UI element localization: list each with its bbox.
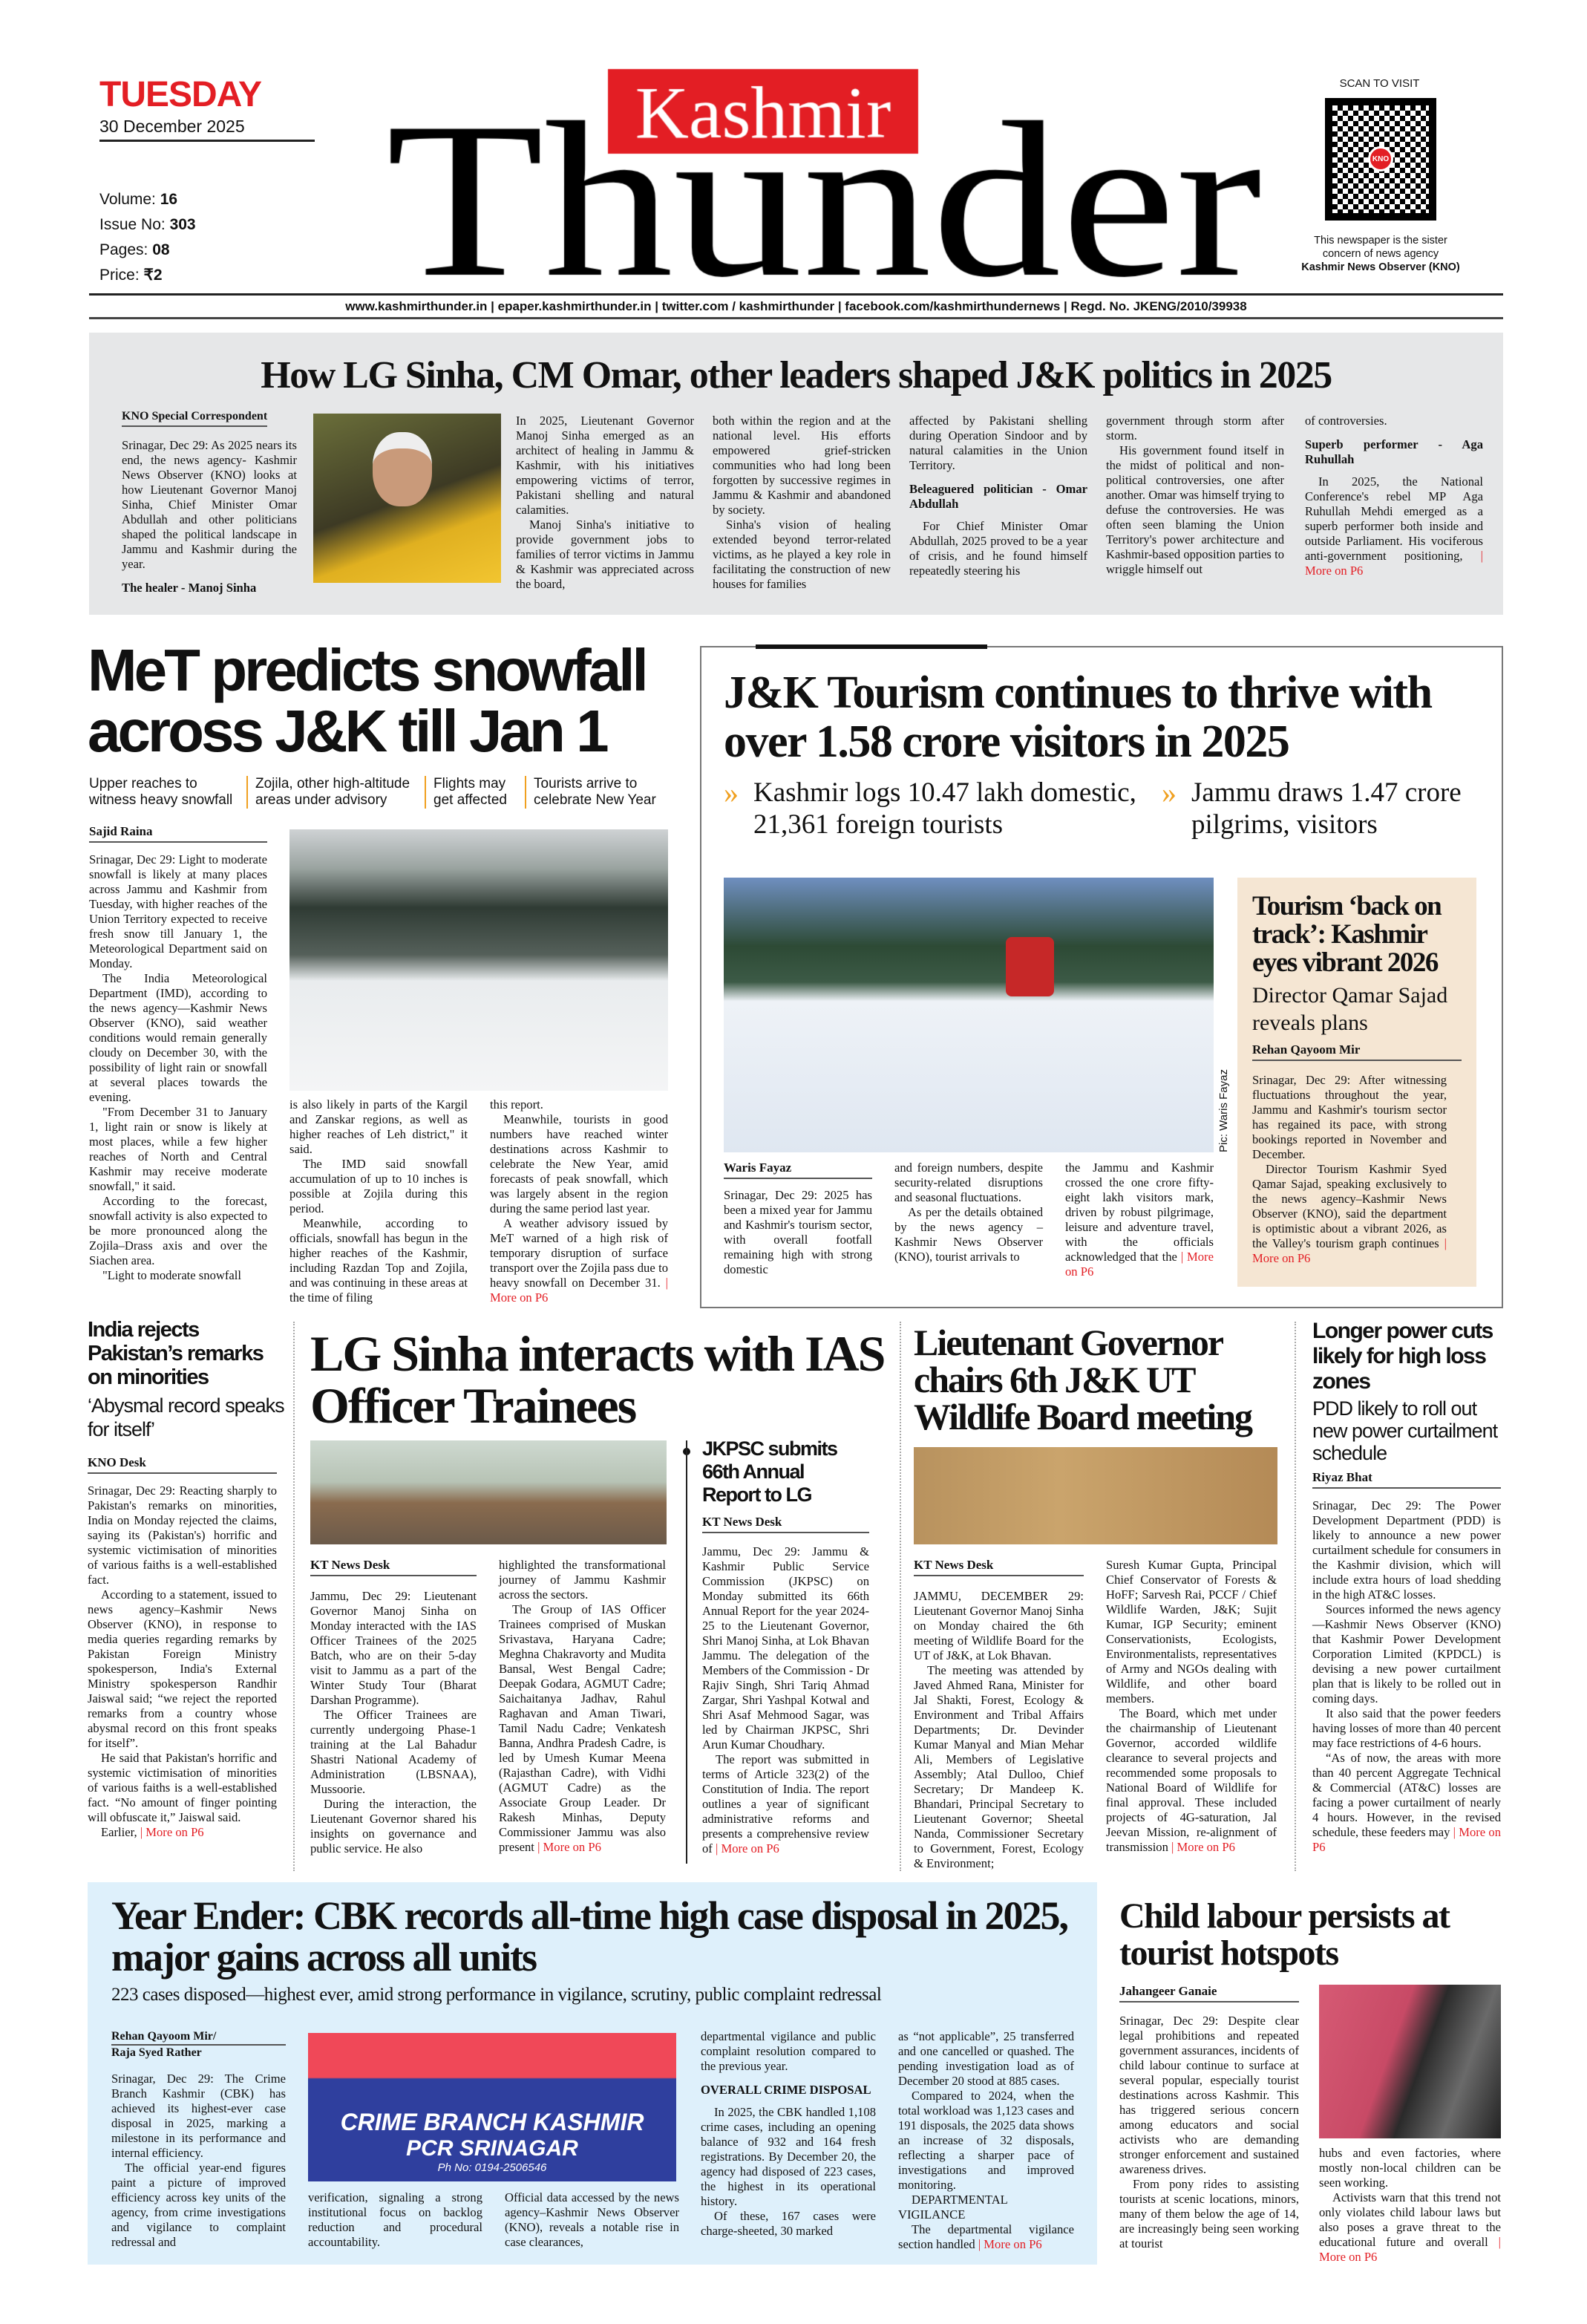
volume-label: Volume: — [99, 191, 156, 208]
byline: KT News Desk — [702, 1515, 869, 1533]
volume-info — [99, 187, 196, 288]
scan-label: SCAN TO VISIT — [1339, 77, 1420, 90]
article-column — [505, 2190, 679, 2263]
gondola — [1006, 937, 1054, 996]
column-divider — [900, 1322, 901, 1871]
more-on-page-link[interactable]: | More on P6 — [1065, 1250, 1214, 1279]
paragraph: highlighted the transformational journey of Jammu Kashmir across the sectors. — [499, 1558, 666, 1602]
paragraph: both within the region and at the national level. His efforts empowered grief-stricken communities who had long been forgotten by successive regimes in Jammu & Kashmir and abandoned by society. — [713, 414, 891, 517]
met-point: Flights may get affected — [425, 776, 525, 809]
cbk-deck: 223 cases disposed—highest ever, amid strong performance in vigilance, scrutiny, public complaint redressal — [111, 1985, 882, 2005]
more-on-page-link[interactable]: | More on P6 — [975, 2237, 1042, 2251]
article-column — [88, 1483, 277, 1870]
paragraph: Manoj Sinha's initiative to provide government jobs to families of terror victims in Jammu & Kashmir was appreciated across the board, — [516, 518, 694, 591]
paragraph: The official year-end figures paint a picture of improved efficiency across key units of the agency, from crime investigations and vigilance to complaint redressal and — [111, 2161, 286, 2249]
column-divider — [293, 1322, 295, 1871]
paragraph: affected by Pakistani shelling during Operation Sindoor and by natural calamities in the Union Territory. — [909, 414, 1087, 472]
wildlife-headline[interactable]: Lieutenant Governor chairs 6th J&K UT Wildlife Board meeting — [914, 1322, 1252, 1437]
paragraph: Meanwhile, tourists in good numbers have reached winter destinations across Kashmir to celebrate the New Year, amid forecasts of peak snowfall, which was largely absent in the region during the same period last year. — [490, 1112, 668, 1215]
paragraph: According to a statement, issued to news agency–Kashmir News Observer (KNO), in response to media queries regarding remarks by Pakistan Foreign Ministry spokesperson, India's External Ministry spokesperson Randhir Jaiswal said; “we reject the reported remarks from a country whose abysmal record on this front speaks for itself”. — [88, 1587, 277, 1750]
tourism-deck — [724, 777, 1496, 841]
paragraph — [898, 2222, 1074, 2252]
sister-line: concern of news agency — [1322, 248, 1439, 260]
byline: Rehan Qayoom Mir — [1252, 1042, 1462, 1061]
more-on-page-link[interactable]: | More on P6 — [1312, 1825, 1501, 1854]
paragraph — [702, 1752, 869, 1856]
sister-line: Kashmir News Observer (KNO) — [1301, 261, 1460, 273]
photo-crime-branch-sign — [308, 2033, 676, 2181]
photo-credit: Pic: Waris Fayaz — [1217, 1069, 1230, 1152]
paragraph: Suresh Kumar Gupta, Principal Chief Conservator of Forests & HoFF; Sarvesh Rai, PCCF / Chief Wildlife Warden, J&K; Sujit Kumar, IGP Security; eminent Conservationists, Ecologists, Environmentalists, representatives of Army and NGOs dealing with Wildlife, and other board members. — [1106, 1558, 1277, 1706]
paragraph: Jammu, Dec 29: Jammu & Kashmir Public Service Commission (JKPSC) on Monday submitted its 66th Annual Report for the year 2024-25 to the Lieutenant Governor, Shri Manoj Sinha, at Lok Bhavan Jammu. The delegation of the Members of the Commission - Dr Rajiv Singh, Shri Tariq Ahmad Zargar, Shri Yashpal Kotwal and Shri Asaf Mehmood Sagar, was led by Chairman JKPSC, Shri Arun Kumar Choudhary. — [702, 1544, 869, 1752]
ias-headline[interactable]: LG Sinha interacts with IAS Officer Trainees — [310, 1325, 885, 1434]
article-column — [1119, 2014, 1299, 2263]
paragraph-text: The report was submitted in terms of Article 323(2) of the Constitution of India. The report outlines a year of significant administrative reforms and presents a comprehensive review of — [702, 1752, 869, 1855]
met-headline[interactable]: MeT predicts snowfall across J&K till Jan 1 — [88, 637, 646, 764]
paragraph-text: Earlier, — [101, 1825, 137, 1839]
paragraph: From pony rides to assisting tourists at scenic locations, minors, many of them below the age of 14, are increasingly being seen working at tourist — [1119, 2177, 1299, 2250]
article-column — [1106, 414, 1284, 586]
byline: Riyaz Bhat — [1312, 1470, 1501, 1489]
paragraph: hubs and even factories, where mostly non-local children can be seen working. — [1319, 2146, 1501, 2190]
tourism-deck-item: Kashmir logs 10.47 lakh domestic, 21,361 foreign tourists — [753, 777, 1136, 840]
more-on-page-link[interactable]: | More on P6 — [1305, 549, 1483, 578]
paragraph — [1252, 1162, 1447, 1266]
article-column — [308, 2190, 482, 2263]
article-column — [1305, 414, 1483, 586]
paragraph: Jammu, Dec 29: Lieutenant Governor Manoj Sinha on Monday interacted with the IAS Officer Trainees of the 2025 Batch, who are on their 5-day visit to Jammu as a part of the Winter Study Tour (Bharat Darshan Programme). — [310, 1589, 477, 1707]
photo-gulmarg-tourists — [724, 878, 1214, 1152]
power-deck: PDD likely to roll out new power curtailment schedule — [1312, 1397, 1498, 1464]
paragraph-text: The Board, which met under the chairmanship of Lieutenant Governor, accorded wildlife clearance to several projects and recommended some proposals to National Board of Wildlife for final approval. These included projects of 4G-saturation, Jal Jeevan Mission, re-alignment of transmission — [1106, 1706, 1277, 1854]
paragraph: departmental vigilance and public complaint resolution compared to the previous year. — [701, 2029, 876, 2073]
chevron-icon: » — [1162, 776, 1177, 809]
paragraph: and foreign numbers, despite security-related disruptions and seasonal fluctuations. — [894, 1161, 1043, 1204]
paragraph: The IMD said snowfall accumulation of up to 10 inches is possible at Zojila during this period. — [289, 1157, 468, 1215]
paragraph: It also said that the power feeders having losses of more than 40 percent may face restrictions of 4-6 hours. — [1312, 1706, 1501, 1750]
qr-badge: KNO — [1368, 146, 1393, 172]
article-column — [1252, 1073, 1447, 1281]
subhead: Superb performer - Aga Ruhullah — [1305, 437, 1483, 466]
paragraph: Of these, 167 cases were charge-sheeted, 30 marked — [701, 2209, 876, 2238]
logo-kashmir-thunder — [386, 65, 1292, 288]
issue-date: 30 December 2025 — [99, 117, 245, 136]
photo-manoj-sinha — [313, 414, 501, 583]
child-labour-headline[interactable]: Child labour persists at tourist hotspots — [1119, 1896, 1450, 1973]
day-label: TUESDAY — [99, 75, 261, 114]
sidebar-headline[interactable]: Tourism ‘back on track’: Kashmir eyes vibrant 2026 — [1252, 891, 1442, 978]
paragraph: of controversies. — [1305, 414, 1387, 428]
article-column — [1106, 1558, 1277, 1870]
qr-code[interactable] — [1325, 98, 1436, 221]
sister-line: This newspaper is the sister — [1314, 235, 1447, 247]
cbk-headline[interactable]: Year Ender: CBK records all-time high case disposal in 2025, major gains across all units — [111, 1893, 1068, 1979]
paragraph: His government found itself in the midst of political and non-political controversies, one after another. Omar was himself trying to defuse the controversies. He was often seen blaming the Union Territory's power architecture and Kashmir-based opposition parties to wriggle himself out — [1106, 443, 1284, 576]
paragraph — [490, 1216, 668, 1305]
paragraph: Sources informed the news agency—Kashmir News Observer (KNO) that Kashmir Power Development Corporation Limited (KPDCL) is devising a new power curtailment plan that is likely to be rolled out in coming days. — [1312, 1602, 1501, 1706]
jkpsc-headline[interactable]: JKPSC submits 66th Annual Report to LG — [702, 1437, 837, 1506]
paragraph-text: the Jammu and Kashmir crossed the one crore fifty-eight lakh visitors mark, driven by robust pilgrimage, leisure and adventure travel, with the officials acknowledged that the — [1065, 1161, 1214, 1264]
byline: KT News Desk — [310, 1558, 477, 1576]
paragraph: is also likely in parts of the Kargil and Zanskar regions, as well as higher reaches of Leh district," it said. — [289, 1097, 468, 1156]
article-column — [1319, 2146, 1501, 2263]
top-story-headline[interactable]: How LG Sinha, CM Omar, other leaders shaped J&K politics in 2025 — [261, 354, 1332, 396]
photo-ias-trainees — [310, 1440, 667, 1544]
power-headline[interactable]: Longer power cuts likely for high loss zones — [1312, 1319, 1493, 1394]
india-deck: ‘Abysmal record speaks for itself’ — [88, 1394, 284, 1440]
paragraph — [1065, 1161, 1214, 1279]
paragraph-text: In 2025, the National Conference's rebel MP Aga Ruhullah Mehdi emerged as a superb performer both inside and outside Parliament. His vociferous anti-government positioning, — [1305, 474, 1483, 563]
met-points — [89, 776, 675, 809]
paragraph — [499, 1602, 666, 1855]
article-column — [713, 414, 891, 591]
paragraph: government through storm after storm. — [1106, 414, 1284, 443]
paragraph: Srinagar, Dec 29: The Power Development Department (PDD) is likely to announce a new power curtailment schedule for consumers in the Kashmir division, which will include extra hours of load shedding in the high AT&C losses. — [1312, 1498, 1501, 1602]
paragraph: Srinagar, Dec 29: Light to moderate snowfall is likely at many places across Jammu and Kashmir from Tuesday, with higher reaches of the Union Territory expected to receive fresh snow till January 1, the Meteorological Department said on Monday. — [89, 852, 267, 970]
paragraph — [88, 1825, 277, 1840]
paragraph: The meeting was attended by Javed Ahmed Rana, Minister for Jal Shakti, Forest, Ecology & Environment and Tribal Affairs Departments; Dr. Devinder Kumar Manyal and Mian Mehar Ali, Members of Legislative Assembly; Atal Dulloo, Chief Secretary; Dr Mandeep K. Bhandari, Principal Secretary to Lieutenant Governor; Sheetal Nanda, Commissioner Secretary to Government, Forest, Ecology & Environment; — [914, 1663, 1084, 1870]
price-label: Price: — [99, 267, 140, 284]
byline-line: Raja Syed Rather — [111, 2046, 202, 2059]
article-column — [490, 1097, 668, 1305]
byline: KNO Desk — [88, 1455, 277, 1474]
volume-value: 16 — [160, 191, 178, 208]
paragraph-text: A weather advisory issued by MeT warned of a high risk of temporary disruption of surface transport over the Zojila pass due to heavy snowfall on December 31. — [490, 1216, 668, 1290]
paragraph: In 2025, Lieutenant Governor Manoj Sinha emerged as an architect of healing in Jammu & Kashmir, with his initiatives empowering victims of terror, Pakistani shelling and natural calamities. — [516, 414, 694, 517]
more-on-page-link[interactable]: | More on P6 — [1168, 1840, 1235, 1854]
article-column — [310, 1589, 477, 1870]
links-bar — [89, 293, 1503, 319]
issue-label: Issue No: — [99, 216, 166, 233]
article-column — [724, 1188, 872, 1285]
tourism-heading-group — [724, 668, 1496, 841]
met-point: Tourists arrive to celebrate New Year — [525, 776, 666, 809]
price-value: ₹2 — [143, 267, 163, 284]
more-on-page-link[interactable]: | More on P6 — [1319, 2235, 1501, 2264]
article-column — [914, 1589, 1084, 1870]
paragraph: Sinha's vision of healing extended beyond terror-related victims, as he played a key role in facilitating the construction of new houses for families — [713, 518, 891, 591]
sign-text: Ph No: 0194-2506546 — [437, 2161, 547, 2174]
article-column — [894, 1161, 1043, 1287]
article-column — [516, 414, 694, 591]
paragraph: "Light to moderate snowfall — [102, 1268, 241, 1282]
paragraph: Srinagar, Dec 29: 2025 has been a mixed year for Jammu and Kashmir's tourism sector, with overall footfall remaining high with strong domestic — [724, 1188, 872, 1276]
tourism-top-bar — [756, 644, 987, 649]
more-on-page-link[interactable]: | More on P6 — [490, 1276, 668, 1305]
paragraph: The Officer Trainees are currently undergoing Phase-1 training at the Lal Bahadur Shastri National Academy of Administration (LBSNAA), Mussoorie. — [310, 1708, 477, 1796]
paragraph: Srinagar, Dec 29: The Crime Branch Kashmir (CBK) has achieved its highest-ever case disposal in 2025, marking a milestone in its performance and internal efficiency. — [111, 2072, 286, 2160]
article-column — [701, 2029, 876, 2263]
subhead: The healer - Manoj Sinha — [122, 581, 257, 595]
paragraph: Meanwhile, according to officials, snowfall has begun in the higher reaches of the Kashmir, including Razdan Top and Zojila, and was continuing in these areas at the time of filing — [289, 1216, 468, 1305]
paragraph-text: Director Tourism Kashmir Syed Qamar Sajad, speaking exclusively to the news agency–Kashmir News Observer (KNO), said the department is optimistic about a vibrant 2026, as the Valley's tourism graph continues — [1252, 1162, 1447, 1250]
paragraph: Srinagar, Dec 29: As 2025 nears its end, the news agency- Kashmir News Observer (KNO) looks at how Lieutenant Governor Manoj Sinha, Chief Minister Omar Abdullah and other politicians shaped the political landscape in Jammu and Kashmir during the year. — [122, 438, 297, 571]
tourism-deck-item: Jammu draws 1.47 crore pilgrims, visitors — [1191, 777, 1462, 840]
paragraph: DEPARTMENTAL VIGILANCE — [898, 2193, 1008, 2222]
pages-value: 08 — [152, 241, 170, 258]
paragraph: Srinagar, Dec 29: Despite clear legal prohibitions and repeated government assurances, incidents of child labour continue to surface at several popular, especially tourist destinations across Kashmir. This has triggered serious concern among educators and social activists who are demanding stronger enforcement and sustained awareness drives. — [1119, 2014, 1299, 2176]
bullet-line — [686, 1440, 687, 1864]
column-divider — [1295, 1322, 1296, 1871]
paragraph: As per the details obtained by the news agency – Kashmir News Observer (KNO), tourist arrivals to — [894, 1205, 1043, 1264]
article-column — [89, 852, 267, 1298]
paragraph-text: The departmental vigilance section handled — [898, 2222, 1074, 2251]
more-on-page-link[interactable]: | More on P6 — [534, 1840, 601, 1854]
photo-snowfall — [289, 829, 668, 1091]
paragraph: JAMMU, DECEMBER 29: Lieutenant Governor Manoj Sinha on Monday chaired the 6th meeting of Wildlife Board for the UT of J&K, at Lok Bhavan. — [914, 1589, 1084, 1662]
sign-text: CRIME BRANCH KASHMIR — [340, 2109, 644, 2135]
byline: KT News Desk — [914, 1558, 1084, 1576]
paragraph: "From December 31 to January 1, light rain or snow is likely at most places, while a few higher reaches of North and Central Kashmir may receive moderate snowfall," it said. — [89, 1105, 267, 1193]
photo-child-labour — [1319, 1985, 1501, 2138]
subhead: OVERALL CRIME DISPOSAL — [701, 2083, 871, 2097]
pages-label: Pages: — [99, 241, 148, 258]
paragraph: as “not applicable”, 25 transferred and one cancelled or quashed. The pending investigation load as of December 20 stood at 885 cases. — [898, 2029, 1074, 2088]
paragraph: Srinagar, Dec 29: Reacting sharply to Pakistan's remarks on minorities, India on Monday rejected the claims, saying its (Pakistan's) horrific and systemic victimisation of minorities of various faiths is a well-established fact. — [88, 1483, 277, 1587]
paragraph: Srinagar, Dec 29: After witnessing fluctuations throughout the year, Jammu and Kashmir's tourism sector has regained its pace, with strong bookings reported in November and December. — [1252, 1073, 1447, 1161]
article-column — [499, 1558, 666, 1870]
tourism-headline[interactable]: J&K Tourism continues to thrive with over 1.58 crore visitors in 2025 — [724, 668, 1432, 767]
links-text[interactable]: www.kashmirthunder.in | epaper.kashmirthunder.in | twitter.com / kashmirthunder | facebook.com/kashmirthundernews | Regd. No. JKENG/2010/39938 — [345, 298, 1247, 313]
paragraph: He said that Pakistan's horrific and systemic victimisation of minorities of various faiths is a well-established fact. “No amount of finger pointing will obfuscate it,” Jaiswal said. — [88, 1751, 277, 1824]
chevron-icon: » — [724, 776, 739, 809]
byline-line: Rehan Qayoom Mir/ — [111, 2029, 286, 2046]
paragraph — [1319, 2190, 1501, 2265]
article-column — [898, 2029, 1074, 2263]
article-column — [111, 2072, 286, 2263]
paragraph — [1312, 1751, 1501, 1855]
cbk-heading-group — [111, 1895, 1091, 2006]
more-on-page-link[interactable]: | More on P6 — [1252, 1236, 1447, 1265]
paragraph: According to the forecast, snowfall activity is also expected to be more pronounced along the Zojila–Drass axis and over the Siachen area. — [89, 1194, 267, 1267]
more-on-page-link[interactable]: | More on P6 — [137, 1825, 204, 1839]
subhead: Beleaguered politician - Omar Abdullah — [909, 482, 1087, 511]
paragraph: Official data accessed by the news agency–Kashmir News Observer (KNO), reveals a notable rise in case clearances, — [505, 2190, 679, 2249]
paragraph-text: “As of now, the areas with more than 40 percent Aggregate Technical & Commercial (AT&C) losses are facing a power curtailment of nearly 4 hours. However, in the revised schedule, these feeders may — [1312, 1751, 1501, 1839]
article-column — [289, 1097, 468, 1305]
article-column — [909, 414, 1087, 586]
paragraph — [1106, 1706, 1277, 1855]
paragraph: this report. — [490, 1097, 543, 1112]
photo-wildlife-board — [914, 1447, 1277, 1544]
sign-text: PCR SRINAGAR — [406, 2136, 578, 2161]
paragraph: In 2025, the CBK handled 1,108 crime cases, including an opening balance of 932 and 164 fresh registrations. By December 20, the agency had disposed of 223 cases, the highest in its operational history. — [701, 2105, 876, 2208]
met-point: Upper reaches to witness heavy snowfall — [89, 776, 233, 808]
article-column — [1312, 1498, 1501, 1870]
paragraph: During the interaction, the Lieutenant Governor shared his insights on governance and public service. He also — [310, 1797, 477, 1855]
more-on-page-link[interactable]: | More on P6 — [712, 1841, 779, 1855]
date-rule — [99, 140, 315, 142]
sidebar-deck: Director Qamar Sajad reveals plans — [1252, 983, 1448, 1035]
byline: KNO Special Correspondent — [122, 410, 267, 427]
article-column — [122, 438, 297, 595]
paragraph — [1305, 474, 1483, 578]
met-point: Zojila, other high-altitude areas under advisory — [246, 776, 425, 809]
paragraph: verification, signaling a strong institutional focus on backlog reduction and procedural accountability. — [308, 2190, 482, 2249]
paragraph: The India Meteorological Department (IMD), according to the news agency—Kashmir News Observer (KNO), said weather conditions would remain generally cloudy on December 30, with the possibility of light rain or snowfall at several places towards the evening. — [89, 971, 267, 1104]
issue-value: 303 — [169, 216, 196, 233]
article-column — [702, 1544, 869, 1870]
byline: Jahangeer Ganaie — [1119, 1984, 1299, 2003]
article-column — [1065, 1161, 1214, 1287]
paragraph-text: Activists warn that this trend not only violates child labour laws but also poses a grave threat to the educational future and overall — [1319, 2190, 1501, 2249]
india-headline[interactable]: India rejects Pakistan’s remarks on minorities — [88, 1318, 264, 1389]
paragraph-text: The Group of IAS Officer Trainees comprised of Muskan Srivastava, Haryana Cadre; Meghna Chakravorty and Mudita Bansal, West Bengal Cadre; Deepak Godara, AGMUT Cadre; Saichaitanya Jadhav, Rahul Raghavan and Aman Tiwari, Tamil Nadu Cadre; Venkatesh Banna, Andhra Pradesh Cadre, is led by Umesh Kumar Meena (Rajasthan Cadre), with Vidhi (AGMUT Cadre) as the Associate Group Leader. Dr Rakesh Minhas, Deputy Commissioner Jammu was also present — [499, 1602, 666, 1854]
paragraph: Compared to 2024, when the total workload was 1,123 cases and 191 disposals, the 2025 data shows an increase of 32 disposals, reflecting a sharper pace of investigations and improved monitoring. — [898, 2089, 1074, 2192]
sister-concern-note — [1292, 234, 1470, 274]
byline: Waris Fayaz — [724, 1161, 872, 1179]
paragraph: For Chief Minister Omar Abdullah, 2025 proved to be a year of crisis, and he found himself repeatedly steering his — [909, 519, 1087, 578]
byline: Sajid Raina — [89, 824, 267, 843]
byline — [111, 2029, 286, 2060]
